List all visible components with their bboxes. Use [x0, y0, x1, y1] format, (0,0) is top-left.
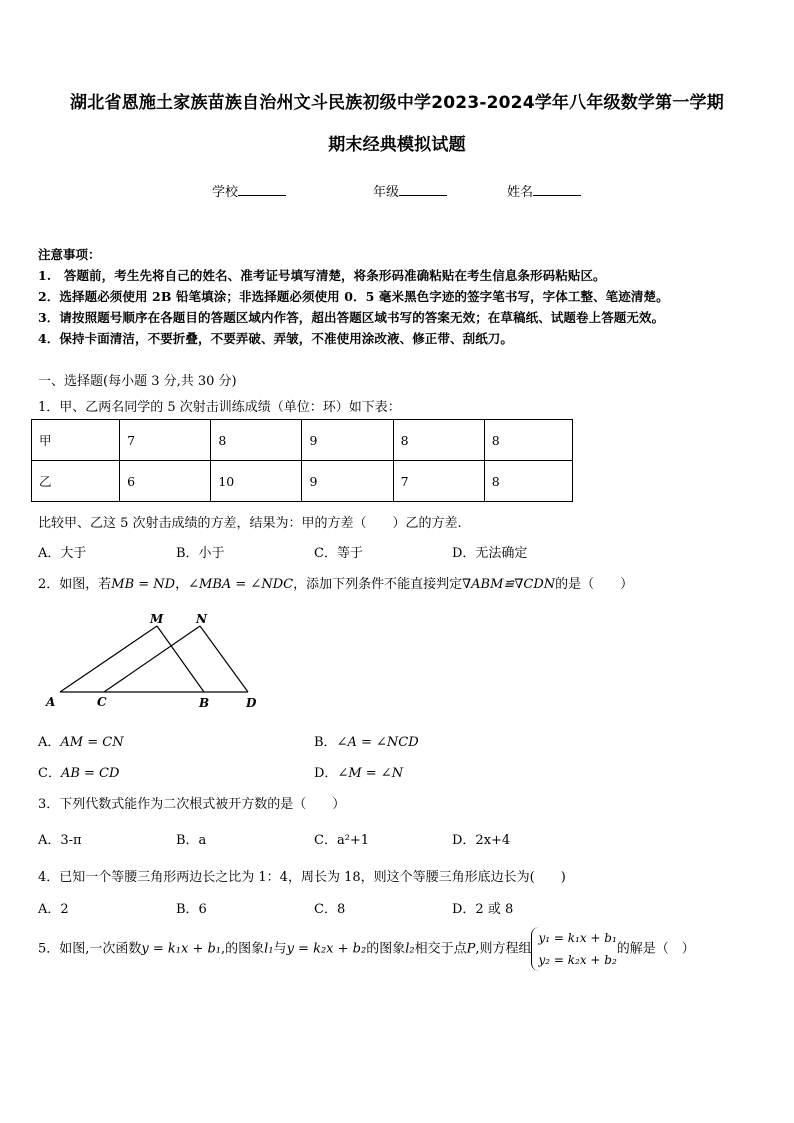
q3-option-b: B．a — [176, 833, 207, 848]
table-cell: 9 — [302, 461, 393, 502]
q4-option-d: D．2 或 8 — [452, 902, 514, 917]
q5-text: 的解是（ ） — [616, 941, 695, 957]
option-label: D． — [314, 766, 338, 781]
q5-equation-system — [531, 927, 616, 971]
option-math: AM = CN — [60, 735, 124, 750]
q4-stem: 4．已知一个等腰三角形两边长之比为 1：4，周长为 18，则这个等腰三角形底边长为( ) — [38, 870, 566, 885]
table-cell: 8 — [211, 420, 302, 461]
q4-option-a: A．2 — [38, 902, 69, 917]
table-cell: 甲 — [32, 420, 120, 461]
name-label: 姓名 — [507, 185, 534, 200]
school-field — [212, 181, 286, 200]
q1-option-c: C．等于 — [314, 546, 363, 561]
point-label-C: C — [97, 695, 107, 709]
q5-point-P: P — [466, 941, 476, 957]
grade-blank — [399, 183, 447, 196]
q2-stem-prefix: 2．如图，若 — [38, 577, 112, 592]
table-cell: 8 — [393, 420, 484, 461]
table-cell: 8 — [484, 420, 572, 461]
q2-condition-2: ∠MBA = ∠NDC — [188, 577, 294, 592]
notice-item: 4．保持卡面清洁，不要折叠，不要弄破、弄皱，不准使用涂改液、修正带、刮纸刀。 — [38, 331, 513, 346]
q5-text: 5．如图,一次函数 — [38, 941, 142, 957]
page-title: 湖北省恩施土家族苗族自治州文斗民族初级中学2023-2024学年八年级数学第一学期 — [70, 93, 724, 113]
q1-stem: 1．甲、乙两名同学的 5 次射击训练成绩（单位：环）如下表： — [38, 400, 401, 415]
q2-stem-mid: ，添加下列条件不能直接判定 — [293, 577, 463, 592]
line-CN — [104, 626, 200, 692]
option-math: ∠M = ∠N — [337, 766, 404, 781]
equation-2: y₂ = k₂x + b₂ — [538, 953, 617, 967]
notice-heading: 注意事项： — [38, 247, 101, 262]
q5-text: 与 — [273, 941, 287, 957]
q2-option-c — [38, 762, 119, 781]
page-title-line2: 期末经典模拟试题 — [328, 135, 466, 155]
q1-follow: 比较甲、乙这 5 次射击成绩的方差，结果为：甲的方差（ ）乙的方差. — [38, 516, 462, 531]
option-math: AB = CD — [60, 766, 120, 781]
school-blank — [238, 183, 286, 196]
table-row — [32, 461, 573, 502]
q1-option-b: B．小于 — [176, 546, 225, 561]
q1-score-table — [31, 419, 573, 502]
q5-function-1: y = k₁x + b₁ — [141, 941, 222, 957]
q2-stem-suffix: 的是（ ） — [555, 577, 634, 592]
q4-option-c: C．8 — [314, 902, 346, 917]
section-heading: 一、选择题(每小题 3 分,共 30 分) — [38, 374, 237, 389]
point-label-A: A — [46, 695, 56, 709]
equation-1: y₁ = k₁x + b₁ — [538, 931, 617, 945]
q3-option-d: D．2x+4 — [452, 833, 511, 848]
option-math: ∠A = ∠NCD — [336, 735, 419, 750]
notice-item: 1. 答题前，考生先将自己的姓名、准考证号填写清楚，将条形码准确粘贴在考生信息条形码粘贴区。 — [38, 268, 606, 283]
q1-option-d: D．无法确定 — [452, 546, 528, 561]
school-label: 学校 — [212, 185, 239, 200]
table-cell: 9 — [302, 420, 393, 461]
table-cell: 6 — [120, 461, 211, 502]
q1-option-a: A．大于 — [38, 546, 87, 561]
point-label-D: D — [246, 696, 257, 710]
q2-option-b — [314, 731, 419, 750]
q5-line-l1: l₁ — [264, 941, 274, 957]
q2-option-d — [314, 762, 403, 781]
q2-stem — [38, 573, 633, 592]
table-row — [32, 420, 573, 461]
q2-condition-1: MB = ND — [111, 577, 176, 592]
q2-separator: ， — [175, 577, 189, 592]
q4-option-b: B．6 — [176, 902, 207, 917]
q5-text: 的图象 — [366, 941, 406, 957]
notice-item: 3．请按照题号顺序在各题目的答题区域内作答，超出答题区域书写的答案无效；在草稿纸、试题卷上答题无效。 — [38, 310, 665, 325]
name-blank — [533, 183, 581, 196]
option-label: B． — [314, 735, 337, 750]
line-AM — [60, 626, 157, 692]
name-field — [507, 181, 581, 200]
q3-option-c: C．a²+1 — [314, 833, 370, 848]
q5-text: ,的图象 — [221, 941, 265, 957]
point-label-N: N — [196, 612, 207, 626]
option-label: A． — [38, 735, 61, 750]
q2-option-a — [38, 731, 124, 750]
line-ND — [200, 626, 248, 692]
notice-item: 2．选择题必须使用 2B 铅笔填涂；非选择题必须使用 0．5 毫米黑色字迹的签字笔书写，字体工整、笔迹清楚。 — [38, 289, 669, 304]
q3-option-a: A．3-π — [38, 833, 82, 848]
point-label-M: M — [150, 612, 164, 626]
grade-label: 年级 — [373, 185, 400, 200]
table-cell: 7 — [393, 461, 484, 502]
grade-field — [373, 181, 447, 200]
q3-stem: 3．下列代数式能作为二次根式被开方数的是（ ） — [38, 797, 346, 812]
q5-stem — [38, 927, 695, 972]
q2-triangles: ∇ABM≌∇CDN — [462, 577, 556, 592]
option-label: C． — [38, 766, 61, 781]
line-MB — [157, 626, 204, 692]
point-label-B: B — [199, 696, 210, 710]
table-cell: 7 — [120, 420, 211, 461]
q5-line-l2: l₂ — [405, 941, 415, 957]
table-cell: 8 — [484, 461, 572, 502]
table-cell: 10 — [211, 461, 302, 502]
q5-text: ,则方程组 — [475, 941, 532, 957]
q2-figure — [38, 610, 268, 710]
q5-function-2: y = k₂x + b₂ — [286, 941, 367, 957]
table-cell: 乙 — [32, 461, 120, 502]
q5-text: 相交于点 — [414, 941, 467, 957]
